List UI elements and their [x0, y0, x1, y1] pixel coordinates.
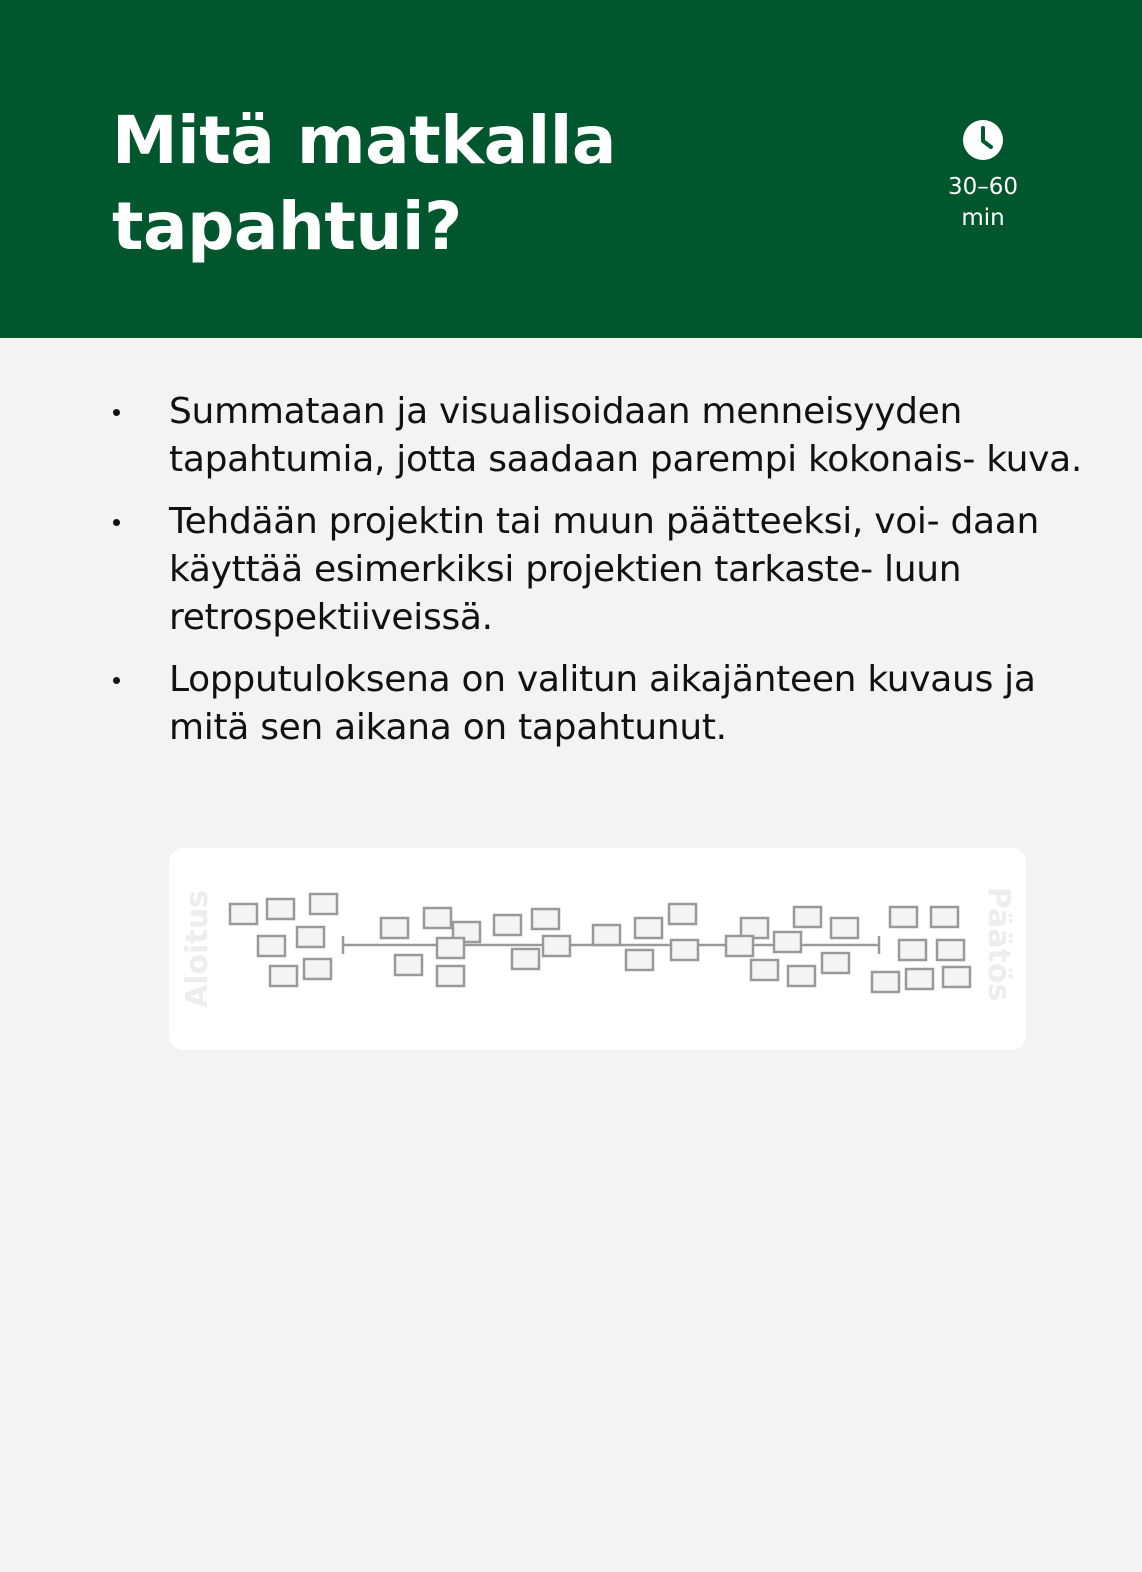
sticky-note [671, 940, 698, 960]
sticky-note [512, 949, 539, 969]
sticky-note [943, 967, 970, 987]
sticky-note [593, 925, 620, 945]
header-banner [0, 0, 1142, 338]
sticky-note [831, 918, 858, 938]
sticky-note [267, 899, 294, 919]
start-label: Aloitus [180, 890, 215, 1008]
end-label: Päätös [981, 886, 1016, 1002]
bullet-dot [113, 677, 120, 684]
sticky-note [304, 959, 331, 979]
sticky-note [395, 955, 422, 975]
timeline-illustration [169, 848, 1026, 1050]
duration-text [928, 172, 1038, 234]
sticky-note [774, 932, 801, 952]
sticky-note [626, 950, 653, 970]
sticky-note [310, 894, 337, 914]
bullet-list [108, 388, 1098, 766]
sticky-note [270, 966, 297, 986]
sticky-note [906, 969, 933, 989]
timeline-svg [169, 848, 1026, 1050]
sticky-note [751, 960, 778, 980]
sticky-notes [230, 894, 970, 992]
bullet-text: Summataan ja visualisoidaan menneisyyden tapahtumia, jotta saadaan parempi kokonais- kuva. [169, 391, 1083, 480]
page-title [112, 98, 812, 270]
sticky-note [669, 904, 696, 924]
sticky-note [543, 936, 570, 956]
sticky-note [788, 966, 815, 986]
sticky-note [726, 936, 753, 956]
bullet-dot [113, 409, 120, 416]
title-line-2: tapahtui? [112, 188, 462, 265]
sticky-note [381, 918, 408, 938]
sticky-note [635, 918, 662, 938]
bullet-text: Lopputuloksena on valitun aikajänteen kuvaus ja mitä sen aikana on tapahtunut. [169, 659, 1036, 748]
bullet-item [108, 656, 1098, 752]
bullet-item [108, 388, 1098, 484]
sticky-note [437, 938, 464, 958]
sticky-note [872, 972, 899, 992]
duration-indicator [928, 118, 1038, 234]
sticky-note [437, 966, 464, 986]
sticky-note [297, 927, 324, 947]
sticky-note [794, 907, 821, 927]
clock-icon [961, 118, 1005, 162]
sticky-note [899, 940, 926, 960]
sticky-note [494, 915, 521, 935]
bullet-text: Tehdään projektin tai muun päätteeksi, voi- daan käyttää esimerkiksi projektien tarkaste- luun retrospektiiveissä. [169, 501, 1040, 638]
sticky-note [890, 907, 917, 927]
sticky-note [822, 953, 849, 973]
duration-range: 30–60 [947, 174, 1019, 200]
sticky-note [230, 904, 257, 924]
sticky-note [424, 908, 451, 928]
bullet-item [108, 498, 1098, 642]
title-line-1: Mitä matkalla [112, 102, 616, 179]
sticky-note [937, 940, 964, 960]
bullet-dot [113, 519, 120, 526]
sticky-note [258, 936, 285, 956]
sticky-note [931, 907, 958, 927]
duration-unit: min [961, 205, 1005, 231]
sticky-note [532, 909, 559, 929]
